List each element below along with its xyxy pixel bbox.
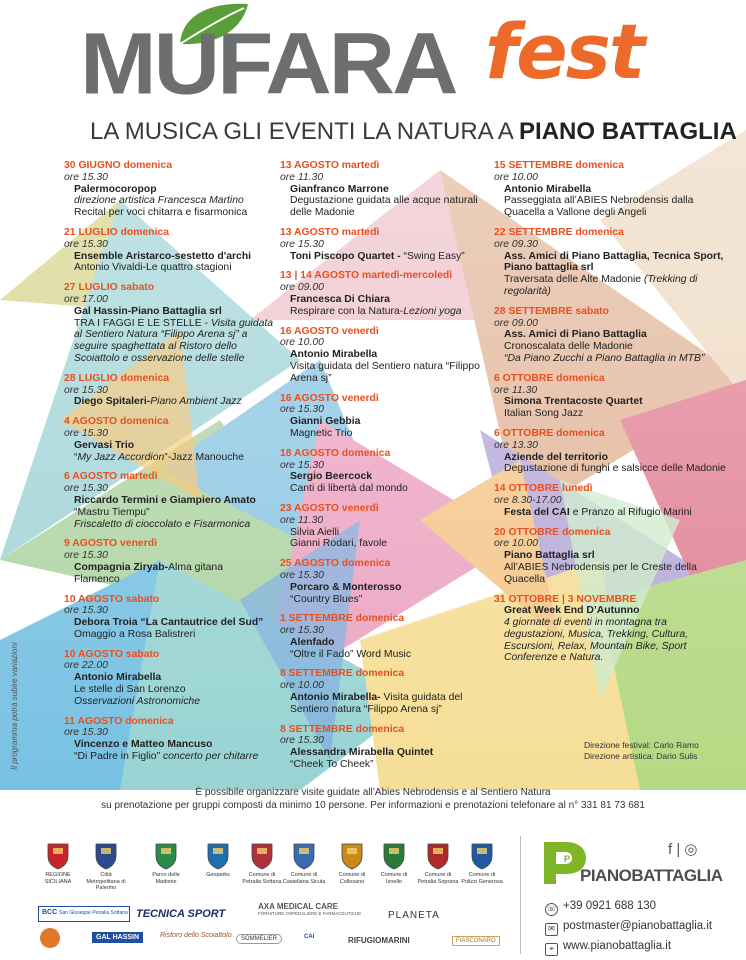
event-text: TRA I FAGGI E LE STELLE -	[74, 317, 211, 329]
event-item	[494, 483, 726, 518]
event-performer: Piano Battaglia srl	[504, 550, 595, 562]
event-line	[64, 519, 274, 531]
event-item	[64, 471, 274, 530]
sponsor-bcc-label: BCC	[42, 909, 58, 916]
phone-icon: ☏	[545, 903, 558, 916]
institution-logo	[330, 840, 374, 885]
event-time: ore 15.30	[64, 605, 108, 617]
event-time: ore 15.30	[280, 404, 324, 416]
event-time: ore 15.30	[64, 427, 108, 439]
event-line	[280, 251, 490, 263]
event-line	[64, 684, 274, 696]
event-performer: Palermocoropop	[74, 183, 157, 195]
sponsor-ristoro: Ristoro dello Scoiattolo	[160, 932, 232, 939]
event-date: 1 SETTEMBRE domenica	[280, 613, 405, 625]
event-text: Respirare con la Natura-	[290, 305, 404, 317]
event-line	[280, 649, 490, 661]
event-line	[494, 507, 726, 519]
event-line	[494, 329, 726, 341]
coat-of-arms-icon	[153, 840, 179, 870]
event-item	[280, 326, 490, 385]
event-performer: Sergio Beercock	[290, 471, 373, 483]
event-performer: Gianni Gebbia	[290, 416, 361, 428]
event-line	[280, 759, 490, 771]
event-date: 6 OTTOBRE domenica	[494, 427, 605, 439]
event-item	[494, 428, 726, 475]
institution-logo	[144, 840, 188, 885]
event-line	[280, 306, 490, 318]
coat-of-arms-icon	[205, 840, 231, 870]
event-line	[64, 452, 274, 464]
event-line	[280, 294, 490, 306]
event-line	[64, 251, 274, 263]
logo-mufara: MUFARA	[80, 15, 456, 113]
brand-name-b: BATTAGLIA	[631, 866, 723, 885]
booking-info	[0, 786, 746, 812]
event-item	[64, 649, 274, 708]
event-line	[280, 416, 490, 428]
sponsor-bcc	[38, 906, 130, 922]
event-performer: Toni Piscopo Quartet -	[290, 250, 404, 262]
brand-letter: P	[564, 854, 571, 864]
event-item	[64, 538, 274, 585]
event-item	[64, 227, 274, 274]
institution-logo	[196, 840, 240, 879]
credit-artistic: Direzione artistica: Dario Sulis	[584, 751, 698, 761]
institution-logo	[416, 840, 460, 885]
event-item	[280, 270, 490, 317]
event-line	[280, 349, 490, 361]
event-line	[64, 672, 274, 684]
event-time: ore 15.30	[280, 459, 324, 471]
institution-logo	[36, 840, 80, 885]
event-line	[64, 306, 274, 318]
event-performer: Antonio Mirabella-	[290, 692, 381, 704]
event-performer: Riccardo Termini e Giampiero Amato	[74, 494, 256, 506]
sponsor-tecnica-sport: TECNICA SPORT	[136, 908, 226, 920]
footer	[0, 826, 746, 960]
event-time: ore 17.00	[64, 293, 108, 305]
event-performer: Ass. Amici di Piano Battaglia	[504, 329, 647, 341]
event-line	[280, 527, 490, 539]
event-date: 14 OTTOBRE lunedì	[494, 483, 593, 495]
event-date: 11 AGOSTO domenica	[64, 715, 174, 727]
event-date: 8 SETTEMBRE domenica	[280, 723, 405, 735]
event-text: “Swing Easy”	[403, 250, 465, 262]
event-date: 25 AGOSTO domenica	[280, 558, 391, 570]
event-line	[280, 637, 490, 649]
mail-icon: ✉	[545, 923, 558, 936]
coat-of-arms-icon	[381, 840, 407, 870]
sponsor-planeta: PLANETA	[388, 910, 440, 921]
event-note: Visita guidata al Sentiero Natura “Filippo Arena sj” a seguire spaghettata al Ristoro dello Scoiattolo e osservazione delle stelle	[74, 317, 274, 364]
event-time: ore 15.30	[280, 625, 324, 637]
event-line	[494, 341, 726, 353]
institution-logo-label: Comune di Petralia Sottana	[242, 872, 282, 885]
event-performer: Antonio Mirabella	[290, 349, 378, 361]
event-line	[64, 195, 274, 207]
event-date: 16 AGOSTO venerdì	[280, 392, 379, 404]
event-date: 18 AGOSTO domenica	[280, 447, 391, 459]
coat-of-arms-icon	[339, 840, 365, 870]
event-text: ”-Jazz Manouche	[164, 451, 244, 463]
event-line	[64, 507, 274, 519]
event-performer: Simona Trentacoste Quartet	[504, 396, 643, 408]
event-date: 16 AGOSTO venerdì	[280, 325, 379, 337]
event-line	[494, 452, 726, 464]
event-text: Omaggio a Rosa Balistreri	[74, 628, 196, 640]
event-time: ore 15.30	[64, 550, 108, 562]
event-date: 6 OTTOBRE domenica	[494, 372, 605, 384]
event-date: 13 | 14 AGOSTO martedì-mercoledì	[280, 270, 453, 282]
event-item	[280, 724, 490, 771]
event-performer: Gianfranco Marrone	[290, 183, 389, 195]
event-note: “Da Piano Zucchi a Piano Battaglia in MTB”	[504, 352, 705, 364]
event-time: ore 15.30	[64, 238, 108, 250]
event-date: 21 LUGLIO domenica	[64, 226, 170, 238]
institution-logo	[460, 840, 504, 885]
event-item	[494, 527, 726, 586]
event-item	[494, 594, 726, 665]
event-note: Lezioni yoga	[403, 305, 462, 317]
event-line	[64, 617, 274, 629]
event-line	[64, 696, 274, 708]
festival-logo	[80, 0, 660, 118]
event-time: ore 15.30	[280, 569, 324, 581]
event-time: ore 13.30	[494, 439, 538, 451]
event-performer: Diego Spitaleri-	[74, 396, 151, 408]
event-item	[280, 448, 490, 495]
event-item	[494, 160, 726, 219]
tagline-text: LA MUSICA GLI EVENTI LA NATURA A	[90, 118, 520, 145]
event-note: Friscaletto di cioccolato e Fisarmonica	[74, 518, 251, 530]
web-text: www.pianobattaglia.it	[563, 940, 672, 952]
event-line	[280, 594, 490, 606]
event-time: ore 15.30	[64, 171, 108, 183]
event-performer: Francesca Di Chiara	[290, 293, 390, 305]
brand-name	[580, 866, 723, 886]
event-text: Antonio Vivaldi-Le quattro stagioni	[74, 262, 232, 274]
event-item	[494, 373, 726, 420]
event-note: (Trekking di regolarità)	[504, 274, 698, 297]
event-item	[280, 613, 490, 660]
event-date: 13 AGOSTO martedì	[280, 160, 380, 171]
event-item	[280, 227, 490, 262]
event-line	[494, 617, 726, 664]
event-item	[280, 393, 490, 440]
event-line	[64, 574, 274, 586]
event-performer: Vincenzo e Matteo Mancuso	[74, 739, 213, 751]
event-performer: Compagnia Ziryab-	[74, 561, 169, 573]
event-performer: Gal Hassin-Piano Battaglia srl	[74, 305, 222, 317]
sponsor-cai: CAI	[304, 934, 315, 940]
event-time: ore 10.00	[280, 337, 324, 349]
coat-of-arms-icon	[93, 840, 119, 870]
event-text: “Cheek To Cheek”	[290, 759, 374, 771]
event-time: ore 15.30	[280, 735, 324, 747]
event-line	[64, 495, 274, 507]
booking-info-line1: È possibile organizzare visite guidate all’Abies Nebrodensis e al Sentiero Natura	[195, 787, 551, 798]
event-text: “Country Blues”	[290, 593, 363, 605]
institution-logo-label: Città Metropolitana di Palermo	[86, 872, 126, 891]
sponsor-bcc-sub: San Giuseppe Petralia Sottana	[59, 910, 128, 916]
event-item	[64, 373, 274, 408]
event-line	[494, 184, 726, 196]
event-line	[494, 353, 726, 365]
event-line	[280, 428, 490, 440]
event-item	[280, 160, 490, 219]
events-column-1	[64, 160, 274, 771]
event-line	[64, 396, 274, 408]
event-time: ore 09.30	[494, 238, 538, 250]
event-text: Le stelle di San Lorenzo	[74, 684, 186, 696]
coat-of-arms-icon	[291, 840, 317, 870]
event-time: ore 11.30	[494, 384, 538, 396]
event-performer: Ass. Amici di Piano Battaglia, Tecnica Sport, Piano battaglia srl	[504, 250, 724, 274]
event-date: 9 AGOSTO venerdì	[64, 538, 157, 550]
institution-logo-label: Comune di Castellana Sicula	[282, 872, 326, 885]
event-line	[64, 184, 274, 196]
tagline	[90, 118, 737, 146]
event-note: My Jazz Accordion	[77, 451, 165, 463]
institution-logo-label: Geoparks	[206, 872, 230, 878]
event-item	[64, 594, 274, 641]
institution-logo-label: Comune di Collesano	[338, 872, 366, 885]
event-line	[280, 471, 490, 483]
event-text: “Di Padre in Figlio”	[74, 751, 163, 763]
contact-phone[interactable]	[545, 900, 656, 916]
event-text: Passeggiata all’ABIES Nebrodensis dalla Quacella a Vallone degli Angeli	[504, 195, 694, 219]
institution-logo-label: Comune di Isnello	[380, 872, 408, 885]
event-date: 8 SETTEMBRE domenica	[280, 668, 405, 680]
event-text: Italian Song Jazz	[504, 408, 584, 420]
event-line	[64, 440, 274, 452]
sponsor-axa-sub: FORNITURE OSPEDALIERE E FARMACEUTICHE	[258, 911, 362, 916]
event-line	[280, 582, 490, 594]
event-performer: Alenfado	[290, 636, 335, 648]
institution-logo	[282, 840, 326, 885]
event-date: 20 OTTOBRE domenica	[494, 526, 611, 538]
event-performer: Antonio Mirabella	[74, 672, 162, 684]
event-line	[64, 207, 274, 219]
event-text: Cronoscalata delle Madonie	[504, 341, 633, 353]
social-icons[interactable]: f | ◎	[668, 841, 698, 858]
event-note: 4 giornate di eventi in montagna tra degustazioni, Musica, Trekking, Cultura, Escursioni, Relax, Mountain Bike, Sport Conferenze e Natura.	[504, 617, 689, 664]
institution-logo-label: Parco delle Madonie	[152, 872, 180, 885]
event-note: concerto per chitarre	[162, 751, 259, 763]
logo-fest: fest	[485, 7, 644, 96]
mouse-icon: ⌖	[545, 943, 558, 956]
institution-logo	[84, 840, 128, 892]
event-item	[64, 282, 274, 365]
event-date: 27 LUGLIO sabato	[64, 282, 155, 294]
institution-logo	[372, 840, 416, 885]
event-line	[494, 251, 726, 275]
event-item	[64, 716, 274, 763]
phone-text: +39 0921 688 130	[563, 900, 657, 912]
event-line	[64, 751, 274, 763]
sponsor-cai-logo	[40, 928, 60, 948]
event-line	[494, 274, 726, 298]
event-performer: Festa del CAI	[504, 506, 570, 518]
event-time: ore 10.00	[280, 680, 324, 692]
event-text: “Mastru Tiempu”	[74, 506, 150, 518]
event-date: 4 AGOSTO domenica	[64, 416, 169, 428]
coat-of-arms-icon	[249, 840, 275, 870]
event-item	[280, 503, 490, 550]
program-variation-note: Il programma potrà subire variazioni	[10, 642, 19, 770]
event-performer: Debora Troia “La Cantautrice del Sud”	[74, 617, 264, 629]
event-text: “	[74, 451, 78, 463]
event-time: ore 15.30	[64, 727, 108, 739]
contact-email[interactable]	[545, 920, 712, 936]
sponsor-gal-hassin: GAL HASSIN	[92, 932, 143, 943]
event-text: Gianni Rodari, favole	[290, 538, 388, 550]
event-text: Canti di libertà dal mondo	[290, 483, 408, 495]
coat-of-arms-icon	[425, 840, 451, 870]
event-time: ore 09.00	[280, 282, 324, 294]
event-line	[280, 195, 490, 219]
event-line	[280, 483, 490, 495]
institution-logo	[240, 840, 284, 885]
event-line	[64, 739, 274, 751]
event-performer: Alessandra Mirabella Quintet	[290, 747, 434, 759]
event-text: “Oltre il Fado” Word Music	[290, 648, 412, 660]
event-item	[280, 558, 490, 605]
event-line	[280, 692, 490, 716]
event-performer: Great Week End D’Autunno	[504, 605, 640, 617]
event-text: Visita guidata del Sentiero natura “Filippo Arena sj”	[290, 360, 480, 384]
event-line	[280, 747, 490, 759]
event-date: 30 GIUGNO domenica	[64, 160, 172, 171]
event-date: 13 AGOSTO martedì	[280, 226, 380, 238]
event-text: Silvia Aielli	[290, 526, 340, 538]
event-time: ore 15.30	[280, 238, 324, 250]
institution-logo-label: Comune di Petralia Soprana	[417, 872, 459, 885]
event-date: 28 LUGLIO domenica	[64, 372, 170, 384]
event-time: ore 11.30	[280, 171, 324, 183]
footer-divider	[520, 836, 521, 954]
brand-name-a: PIANO	[580, 866, 632, 885]
event-date: 23 AGOSTO venerdì	[280, 502, 379, 514]
booking-info-line2: su prenotazione per gruppi composti da minimo 10 persone. Per informazioni e prenotazioni telefonare al n° 331 81 73 681	[101, 800, 645, 811]
event-item	[64, 160, 274, 219]
event-date: 28 SETTEMBRE sabato	[494, 305, 609, 317]
event-item	[280, 668, 490, 715]
event-date: 22 SETTEMBRE domenica	[494, 226, 624, 238]
event-time: ore 10.00	[494, 538, 538, 550]
event-line	[64, 262, 274, 274]
coat-of-arms-icon	[45, 840, 71, 870]
institution-logo-label: Comune di Polizzi Generosa	[461, 872, 503, 885]
event-performer: Antonio Mirabella	[504, 183, 592, 195]
event-date: 10 AGOSTO sabato	[64, 648, 160, 660]
events-column-2	[280, 160, 490, 779]
event-text: Recital per voci chitarra e fisarmonica	[74, 207, 248, 219]
event-performer: Aziende del territorio	[504, 451, 608, 463]
event-item	[494, 227, 726, 298]
tagline-location: PIANO BATTAGLIA	[519, 118, 737, 145]
event-date: 15 SETTEMBRE domenica	[494, 160, 624, 171]
event-time: ore 09.00	[494, 317, 538, 329]
sponsor-rifugio-marini: RIFUGIOMARINI	[348, 936, 410, 945]
event-text: Flamenco	[74, 573, 120, 585]
event-line	[494, 195, 726, 219]
event-time: ore 8.30-17.00	[494, 494, 562, 506]
event-text: Degustazione di funghi e salsicce delle Madonie	[504, 463, 726, 475]
event-line	[494, 550, 726, 562]
event-date: 31 OTTOBRE | 3 NOVEMBRE	[494, 593, 637, 605]
event-line	[64, 562, 274, 574]
event-performer: Porcaro & Monterosso	[290, 581, 402, 593]
credits	[584, 740, 699, 762]
event-time: ore 15.30	[64, 384, 108, 396]
event-line	[494, 408, 726, 420]
event-line	[494, 396, 726, 408]
event-time: ore 11.30	[280, 514, 324, 526]
event-time: ore 15.30	[64, 483, 108, 495]
coat-of-arms-icon	[469, 840, 495, 870]
event-text: Traversata delle Alte Madonie	[504, 274, 644, 286]
event-line	[280, 184, 490, 196]
event-performer: Gervasi Trio	[74, 439, 135, 451]
event-time: ore 10.00	[494, 171, 538, 183]
event-item	[64, 416, 274, 463]
credit-festival: Direzione festival: Carlo Ramo	[584, 740, 699, 750]
event-item	[494, 306, 726, 365]
event-line	[494, 463, 726, 475]
event-text: Visita guidata del Sentiero natura “Filippo Arena sj”	[290, 692, 463, 715]
event-line	[494, 605, 726, 617]
events-column-3	[494, 160, 726, 672]
event-text: Magnetic Trio	[290, 427, 353, 439]
institution-logo-label: REGIONE SICILIANA	[44, 872, 72, 885]
event-line	[280, 538, 490, 550]
event-line	[494, 562, 726, 586]
sponsor-axa-label: AXA MEDICAL CARE	[258, 902, 339, 911]
event-time: ore 22.00	[64, 660, 108, 672]
event-text: All’ABIES Nebrodensis per le Creste della Quacella	[504, 561, 697, 585]
event-text: Degustazione guidata alle acque naturali delle Madonie	[290, 195, 478, 219]
event-performer: Ensemble Aristarco-sestetto d'archi	[74, 250, 252, 262]
event-note: Osservazioni Astronomiche	[74, 695, 201, 707]
event-line	[64, 318, 274, 365]
event-date: 6 AGOSTO martedì	[64, 471, 158, 483]
event-text: e Pranzo al Rifugio Marini	[569, 506, 692, 518]
event-line	[280, 361, 490, 385]
event-note: direzione artistica Francesca Martino	[74, 195, 244, 207]
email-text: postmaster@pianobattaglia.it	[563, 920, 713, 932]
sponsor-fiasconaro: FIASCONARO	[452, 936, 500, 946]
event-text: Alma gitana	[168, 561, 223, 573]
sponsor-sommelier: SOMMELIER	[236, 934, 282, 944]
contact-web[interactable]	[545, 940, 671, 956]
event-date: 10 AGOSTO sabato	[64, 593, 160, 605]
event-note: Piano Ambient Jazz	[150, 396, 242, 408]
sponsor-axa	[258, 902, 361, 916]
event-line	[64, 629, 274, 641]
